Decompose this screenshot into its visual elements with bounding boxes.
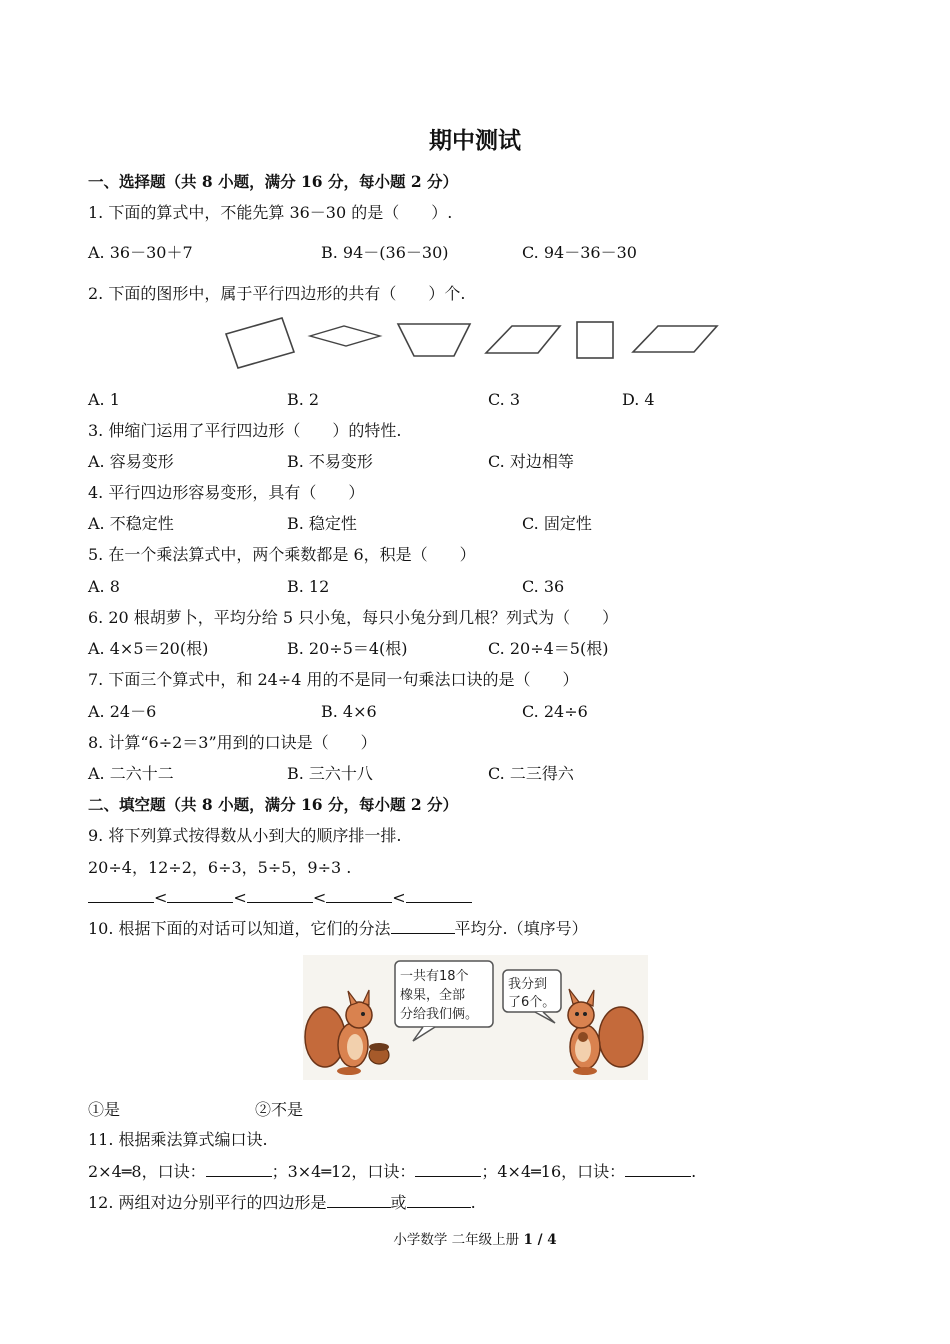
q3-option-a: A. 容易变形	[88, 452, 174, 471]
q3-stem: 3. 伸缩门运用了平行四边形（ ）的特性.	[88, 421, 402, 440]
shape-square	[577, 322, 613, 358]
q10-option-2: ②不是	[255, 1100, 304, 1119]
q3-option-c: C. 对边相等	[488, 452, 574, 471]
q7-option-c: C. 24÷6	[522, 702, 588, 721]
q1-option-c: C. 94－36－30	[522, 243, 637, 262]
q8-option-c: C. 二三得六	[488, 764, 574, 783]
shape-tilted-rectangle	[226, 318, 294, 368]
q5-option-b: B. 12	[287, 577, 330, 596]
q8-option-a: A. 二六十二	[88, 764, 174, 783]
shape-parallelogram-1	[486, 326, 560, 353]
shape-parallelogram-2	[633, 326, 717, 352]
q3-option-b: B. 不易变形	[287, 452, 373, 471]
shape-rhombus	[310, 326, 380, 346]
q10-stem: 10. 根据下面的对话可以知道，它们的分法 平均分.（填序号）	[88, 919, 588, 938]
q9-blank-1[interactable]	[88, 888, 154, 903]
q6-option-c: C. 20÷4＝5(根)	[488, 639, 609, 658]
q12-stem: 12. 两组对边分别平行的四边形是 或 .	[88, 1193, 476, 1212]
q2-option-c: C. 3	[488, 390, 521, 409]
footer-text: 小学数学 二年级上册	[393, 1232, 524, 1248]
q8-option-b: B. 三六十八	[287, 764, 373, 783]
q4-option-a: A. 不稳定性	[88, 514, 174, 533]
page-title: 期中测试	[429, 127, 521, 154]
q4-stem: 4. 平行四边形容易变形，具有（ ）	[88, 483, 365, 502]
q12-blank-1[interactable]	[327, 1193, 391, 1208]
q2-shapes-figure	[220, 312, 730, 376]
q2-option-b: B. 2	[287, 390, 320, 409]
q9-blank-2[interactable]	[167, 888, 233, 903]
q11-blank-1[interactable]	[206, 1162, 272, 1177]
q1-stem: 1. 下面的算式中，不能先算 36－30 的是（ ）.	[88, 203, 453, 222]
q9-blank-4[interactable]	[326, 888, 392, 903]
q9-blank-3[interactable]	[247, 888, 313, 903]
page-number: 1 / 4	[523, 1232, 557, 1248]
q6-stem: 6. 20 根胡萝卜，平均分给 5 只小兔，每只小兔分到几根？列式为（ ）	[88, 608, 619, 627]
q5-option-c: C. 36	[522, 577, 565, 596]
q2-option-a: A. 1	[88, 390, 120, 409]
q6-option-a: A. 4×5＝20(根)	[88, 639, 209, 658]
bubble-left-line-1: 一共有18个	[400, 969, 469, 984]
q11-stem: 11. 根据乘法算式编口诀.	[88, 1130, 268, 1149]
q5-stem: 5. 在一个乘法算式中，两个乘数都是 6，积是（ ）	[88, 545, 476, 564]
squirrels-dialogue-illustration	[303, 955, 648, 1080]
bubble-right-line-1: 我分到	[508, 977, 548, 992]
less-than-sign: <	[154, 888, 168, 907]
less-than-sign: <	[392, 888, 406, 907]
less-than-sign: <	[233, 888, 247, 907]
q2-option-d: D. 4	[622, 390, 655, 409]
q10-blank[interactable]	[391, 919, 455, 934]
section-choice-heading: 一、选择题（共 8 小题，满分 16 分，每小题 2 分）	[88, 172, 459, 191]
less-than-sign: <	[312, 888, 327, 907]
q5-option-a: A. 8	[88, 577, 120, 596]
q4-option-c: C. 固定性	[522, 514, 592, 533]
shape-trapezoid	[398, 324, 470, 356]
q7-option-a: A. 24－6	[88, 702, 157, 721]
q2-stem: 2. 下面的图形中，属于平行四边形的共有（ ）个.	[88, 284, 466, 303]
q9-blank-5[interactable]	[406, 888, 472, 903]
q11-blank-2[interactable]	[415, 1162, 481, 1177]
q11-blank-3[interactable]	[625, 1162, 691, 1177]
q9-expressions: 20÷4，12÷2，6÷3，5÷5，9÷3 .	[88, 858, 352, 877]
q11-expressions: 2×4═8，口诀： ；3×4═12，口诀： ；4×4═16，口诀： .	[88, 1162, 697, 1181]
q7-option-b: B. 4×6	[321, 702, 377, 721]
q1-option-b: B. 94－(36－30)	[321, 243, 449, 262]
q12-blank-2[interactable]	[407, 1193, 471, 1208]
q8-stem: 8. 计算“6÷2＝3”用到的口诀是（ ）	[88, 733, 377, 752]
q7-stem: 7. 下面三个算式中，和 24÷4 用的不是同一句乘法口诀的是（ ）	[88, 670, 579, 689]
q9-ordering-blanks	[88, 888, 472, 908]
q10-option-1: ①是	[88, 1100, 121, 1119]
bubble-right-line-2: 了6个。	[508, 995, 556, 1010]
bubble-left-line-3: 分给我们俩。	[400, 1007, 479, 1022]
q4-option-b: B. 稳定性	[287, 514, 357, 533]
q6-option-b: B. 20÷5＝4(根)	[287, 639, 408, 658]
bubble-left-line-2: 橡果，全部	[400, 988, 466, 1003]
q9-stem: 9. 将下列算式按得数从小到大的顺序排一排.	[88, 826, 402, 845]
q1-option-a: A. 36－30＋7	[88, 243, 193, 262]
section-fill-heading: 二、填空题（共 8 小题，满分 16 分，每小题 2 分）	[88, 795, 459, 814]
page-footer	[0, 1228, 950, 1248]
